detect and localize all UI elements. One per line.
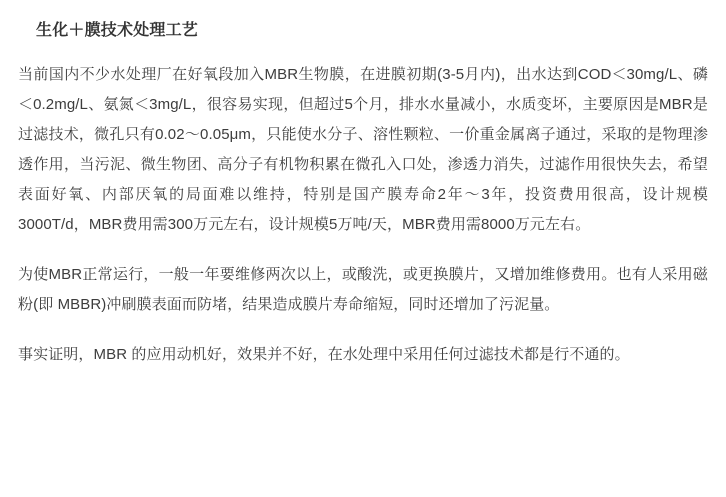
paragraph-2: 为使MBR正常运行，一般一年要维修两次以上，或酸洗，或更换膜片，又增加维修费用。也有人采用磁粉(即 MBBR)冲刷膜表面而防堵，结果造成膜片寿命缩短，同时还增加了污泥量。	[18, 266, 708, 314]
paragraph-1: 当前国内不少水处理厂在好氧段加入MBR生物膜，在进膜初期(3-5月内)，出水达到COD＜30mg/L、磷＜0.2mg/L、氨氮＜3mg/L，很容易实现，但超过5个月，排水水量减小，水质变坏，主要原因是MBR是过滤技术，微孔只有0.02～0.05μm，只能使水分子、溶性颗粒、一价重金属离子通过，采取的是物理渗透作用，当污泥、微生物团、高分子有机物积累在微孔入口处，渗透力消失，过滤作用很快失去，希望表面好氧、内部厌氧的局面难以维持，特别是国产膜寿命2年～3年，投资费用很高，设计规模3000T/d，MBR费用需300万元左右，设计规模5万吨/天，MBR费用需8000万元左右。	[18, 66, 708, 234]
page-title: 生化＋膜技术处理工艺	[36, 22, 199, 39]
document-body	[18, 60, 708, 370]
paragraph-3: 事实证明，MBR 的应用动机好，效果并不好，在水处理中采用任何过滤技术都是行不通的。	[18, 346, 630, 364]
